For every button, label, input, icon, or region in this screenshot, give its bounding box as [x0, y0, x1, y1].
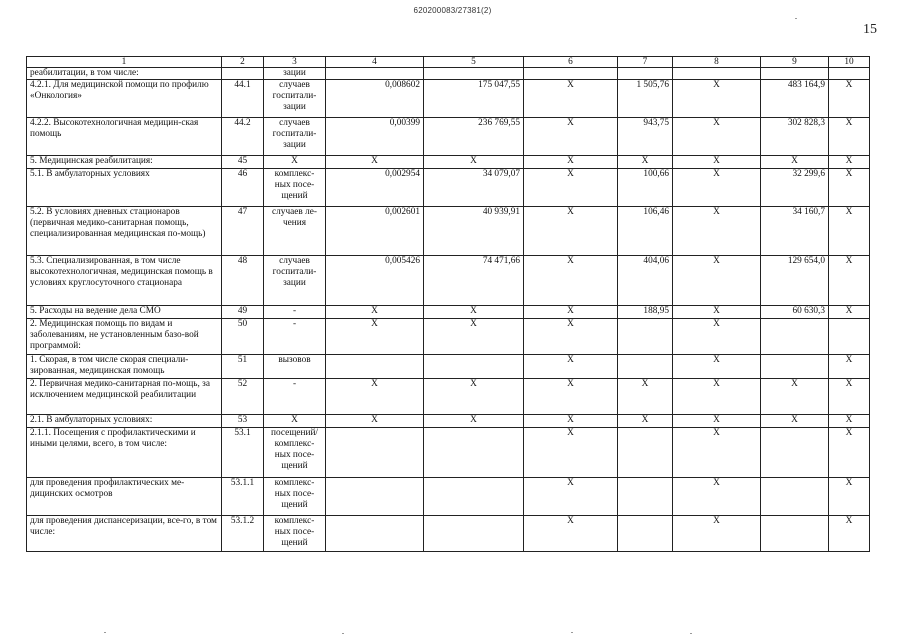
table-row	[27, 306, 870, 319]
column-number: 4	[326, 57, 424, 68]
cell-col8: X	[673, 169, 761, 207]
row-name: для проведения профилактических ме-дицинских осмотров	[27, 478, 222, 516]
data-table	[26, 56, 870, 552]
row-name: для проведения диспансеризации, все-го, в том числе:	[27, 516, 222, 552]
cell-col5	[424, 516, 524, 552]
cell-col9: X	[761, 156, 829, 169]
cell-col6: X	[524, 379, 618, 415]
document-id: 620200083/27381(2)	[413, 6, 492, 15]
cell-col4: X	[326, 319, 424, 355]
cell-col8: X	[673, 306, 761, 319]
cell-col5: X	[424, 319, 524, 355]
cell-col6: X	[524, 478, 618, 516]
row-code: 53.1	[222, 428, 264, 478]
cell-col8: X	[673, 478, 761, 516]
row-code	[222, 68, 264, 80]
cell-col5	[424, 68, 524, 80]
cell-col6: X	[524, 256, 618, 306]
cell-col5: 40 939,91	[424, 207, 524, 256]
column-number: 3	[264, 57, 326, 68]
row-code: 44.1	[222, 80, 264, 118]
row-unit: -	[264, 379, 326, 415]
cell-col9	[761, 68, 829, 80]
cell-col4: 0,00399	[326, 118, 424, 156]
row-code: 53.1.2	[222, 516, 264, 552]
column-number: 2	[222, 57, 264, 68]
cell-col10	[829, 68, 870, 80]
cell-col6: X	[524, 156, 618, 169]
cell-col9	[761, 478, 829, 516]
cell-col4: 0,008602	[326, 80, 424, 118]
page-number: 15	[863, 22, 877, 37]
cell-col10: X	[829, 379, 870, 415]
cell-col10: X	[829, 118, 870, 156]
cell-col8: X	[673, 80, 761, 118]
cell-col5: 34 079,07	[424, 169, 524, 207]
cell-col4	[326, 68, 424, 80]
cell-col10: X	[829, 207, 870, 256]
row-name: 4.2.2. Высокотехнологичная медицин-ская помощь	[27, 118, 222, 156]
cell-col6: X	[524, 118, 618, 156]
scan-speck	[690, 633, 692, 634]
cell-col6: X	[524, 428, 618, 478]
row-code: 53	[222, 415, 264, 428]
cell-col7: 943,75	[618, 118, 673, 156]
cell-col9	[761, 516, 829, 552]
table-row	[27, 478, 870, 516]
table-row	[27, 80, 870, 118]
row-unit: -	[264, 319, 326, 355]
cell-col10: X	[829, 516, 870, 552]
row-name: 2. Первичная медико-санитарная по-мощь, за исключением медицинской реабилитации	[27, 379, 222, 415]
cell-col7	[618, 355, 673, 379]
row-unit: X	[264, 156, 326, 169]
row-name: 5.1. В амбулаторных условиях	[27, 169, 222, 207]
cell-col4: X	[326, 306, 424, 319]
row-unit: вызовов	[264, 355, 326, 379]
cell-col9: 129 654,0	[761, 256, 829, 306]
row-name: 2. Медицинская помощь по видам и заболеваниям, не установленным базо-вой программой:	[27, 319, 222, 355]
cell-col9: X	[761, 415, 829, 428]
cell-col8: X	[673, 156, 761, 169]
cell-col10: X	[829, 415, 870, 428]
cell-col6: X	[524, 516, 618, 552]
row-name: 2.1. В амбулаторных условиях:	[27, 415, 222, 428]
cell-col10: X	[829, 156, 870, 169]
cell-col5: X	[424, 306, 524, 319]
cell-col4	[326, 516, 424, 552]
table-row	[27, 156, 870, 169]
row-unit: посещений/ комплекс-ных посе-щений	[264, 428, 326, 478]
row-unit: комплекс-ных посе-щений	[264, 516, 326, 552]
table-row	[27, 118, 870, 156]
cell-col4	[326, 355, 424, 379]
table-row	[27, 256, 870, 306]
cell-col8: X	[673, 428, 761, 478]
row-code: 46	[222, 169, 264, 207]
cell-col9: 34 160,7	[761, 207, 829, 256]
row-code: 48	[222, 256, 264, 306]
column-number: 6	[524, 57, 618, 68]
cell-col8: X	[673, 319, 761, 355]
row-unit: зации	[264, 68, 326, 80]
column-number-row	[27, 57, 870, 68]
row-unit: случаев госпитали-зации	[264, 80, 326, 118]
cell-col8: X	[673, 516, 761, 552]
cell-col10: X	[829, 428, 870, 478]
cell-col4: 0,005426	[326, 256, 424, 306]
cell-col5	[424, 478, 524, 516]
cell-col4: 0,002601	[326, 207, 424, 256]
row-name: 5. Медицинская реабилитация:	[27, 156, 222, 169]
cell-col5: X	[424, 415, 524, 428]
row-unit: случаев госпитали-зации	[264, 118, 326, 156]
cell-col9	[761, 355, 829, 379]
cell-col8: X	[673, 355, 761, 379]
row-name: 2.1.1. Посещения с профилактическими и иными целями, всего, в том числе:	[27, 428, 222, 478]
cell-col6: X	[524, 207, 618, 256]
cell-col7	[618, 428, 673, 478]
cell-col7: 100,66	[618, 169, 673, 207]
cell-col7: 188,95	[618, 306, 673, 319]
column-number: 10	[829, 57, 870, 68]
table-row	[27, 516, 870, 552]
cell-col10: X	[829, 256, 870, 306]
cell-col7: X	[618, 156, 673, 169]
cell-col7: X	[618, 379, 673, 415]
cell-col4: X	[326, 379, 424, 415]
column-number: 9	[761, 57, 829, 68]
cell-col4	[326, 478, 424, 516]
cell-col5	[424, 355, 524, 379]
table-row	[27, 428, 870, 478]
row-name: 5. Расходы на ведение дела СМО	[27, 306, 222, 319]
row-code: 51	[222, 355, 264, 379]
table-row	[27, 355, 870, 379]
cell-col7: 106,46	[618, 207, 673, 256]
row-code: 53.1.1	[222, 478, 264, 516]
column-number: 1	[27, 57, 222, 68]
cell-col4	[326, 428, 424, 478]
row-unit: случаев госпитали-зации	[264, 256, 326, 306]
row-name: 1. Скорая, в том числе скорая специали-зированная, медицинская помощь	[27, 355, 222, 379]
cell-col6: X	[524, 319, 618, 355]
row-name: 4.2.1. Для медицинской помощи по профилю «Онкология»	[27, 80, 222, 118]
cell-col7: X	[618, 415, 673, 428]
row-unit: -	[264, 306, 326, 319]
cell-col8: X	[673, 415, 761, 428]
row-code: 45	[222, 156, 264, 169]
cell-col8: X	[673, 118, 761, 156]
cell-col9: 60 630,3	[761, 306, 829, 319]
scan-speck	[342, 633, 344, 634]
cell-col4: X	[326, 156, 424, 169]
row-name: 5.2. В условиях дневных стационаров (первичная медико-санитарная помощь, специализированная медицинская по-мощь)	[27, 207, 222, 256]
cell-col5: 236 769,55	[424, 118, 524, 156]
cell-col7: 1 505,76	[618, 80, 673, 118]
row-unit: комплекс-ных посе-щений	[264, 478, 326, 516]
cell-col6: X	[524, 415, 618, 428]
row-unit: случаев ле-чения	[264, 207, 326, 256]
row-code: 52	[222, 379, 264, 415]
table-row	[27, 319, 870, 355]
cell-col5: X	[424, 156, 524, 169]
row-code: 49	[222, 306, 264, 319]
row-name: 5.3. Специализированная, в том числе высокотехнологичная, медицинская помощь в условиях круглосуточного стационара	[27, 256, 222, 306]
row-code: 47	[222, 207, 264, 256]
cell-col8	[673, 68, 761, 80]
table-row	[27, 207, 870, 256]
table-row	[27, 68, 870, 80]
cell-col5: X	[424, 379, 524, 415]
cell-col10: X	[829, 169, 870, 207]
cell-col6: X	[524, 80, 618, 118]
column-number: 8	[673, 57, 761, 68]
cell-col10	[829, 319, 870, 355]
cell-col8: X	[673, 256, 761, 306]
scan-speck	[571, 632, 573, 633]
cell-col5: 175 047,55	[424, 80, 524, 118]
column-number: 7	[618, 57, 673, 68]
cell-col9	[761, 319, 829, 355]
cell-col10: X	[829, 80, 870, 118]
cell-col10: X	[829, 306, 870, 319]
table-row	[27, 415, 870, 428]
cell-col9: 32 299,6	[761, 169, 829, 207]
cell-col8: X	[673, 207, 761, 256]
cell-col9: 302 828,3	[761, 118, 829, 156]
cell-col9: 483 164,9	[761, 80, 829, 118]
cell-col5: 74 471,66	[424, 256, 524, 306]
cell-col4: X	[326, 415, 424, 428]
row-unit: X	[264, 415, 326, 428]
cell-col7	[618, 68, 673, 80]
cell-col7	[618, 478, 673, 516]
scan-speck	[104, 632, 106, 633]
table-row	[27, 379, 870, 415]
row-unit: комплекс-ных посе-щений	[264, 169, 326, 207]
cell-col10: X	[829, 478, 870, 516]
cell-col6: X	[524, 355, 618, 379]
cell-col8: X	[673, 379, 761, 415]
cell-col6	[524, 68, 618, 80]
column-number: 5	[424, 57, 524, 68]
cell-col6: X	[524, 306, 618, 319]
row-code: 44.2	[222, 118, 264, 156]
cell-col7: 404,06	[618, 256, 673, 306]
row-name: реабилитации, в том числе:	[27, 68, 222, 80]
table-row	[27, 169, 870, 207]
cell-col7	[618, 319, 673, 355]
cell-col9	[761, 428, 829, 478]
cell-col10: X	[829, 355, 870, 379]
cell-col4: 0,002954	[326, 169, 424, 207]
cell-col9: X	[761, 379, 829, 415]
cell-col5	[424, 428, 524, 478]
scan-speck	[795, 18, 797, 19]
cell-col7	[618, 516, 673, 552]
cell-col6: X	[524, 169, 618, 207]
row-code: 50	[222, 319, 264, 355]
